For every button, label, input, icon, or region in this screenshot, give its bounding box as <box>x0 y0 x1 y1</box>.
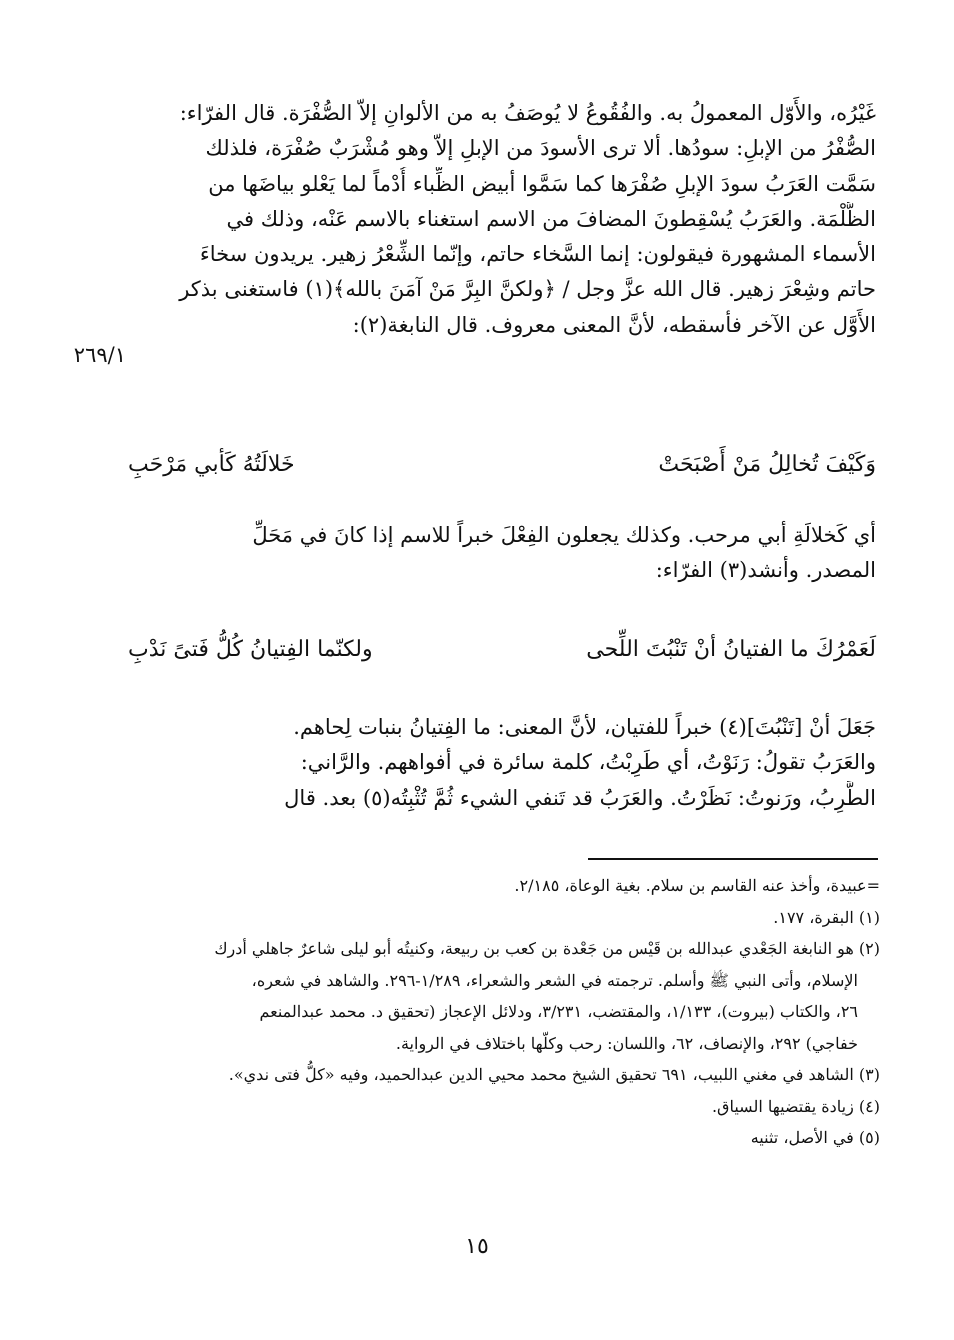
text-line: جَعَلَ أنْ [تَنْبُتَ](٤) خبراً للفتيان، لأنَّ المعنى: ما الفِتيانُ بنبات لِحاهم. <box>293 715 876 739</box>
text-line: الظُّلْمَة. والعَرَبُ يُسْقِطونَ المضافَ من الاسم استغناء بالاسم عَنْه، وذلك في <box>226 206 876 231</box>
poetry-verse-1 <box>128 445 876 485</box>
footnote-line: =عبيدة، وأخذ عنه القاسم بن سلام. بغية الوعاة، ٢/١٨٥. <box>514 876 880 895</box>
verse-first-hemistich: وَكَيْفَ تُخالِلُ مَنْ أَصْبَحَتْ <box>658 452 876 477</box>
footnote-separator <box>588 858 878 860</box>
text-line: غَيْرُه، والأَوّل المعمولُ به. والفُقُوعُ لا يُوصَفُ به من الألوانِ إلاّ الصُّفْرَة. قال الفرّاء: <box>179 101 876 125</box>
text-line: أي كَخلالَةِ أبي مرحب. وكذلك يجعلون الفِعْلَ خبراً للاسم إذا كانَ في مَحَلِّ <box>252 523 876 547</box>
footnote-line: الإسلام، وأتى النبي ﷺ وأسلم. ترجمته في الشعر والشعراء، ١/٢٨٩-٢٩٦. والشاهد في شعره، <box>251 970 858 990</box>
text-line: الطَّرِبُ، ورَنوتُ: نَظَرْتُ. والعَرَبُ قد تَنفي الشيء ثُمَّ تُثْبِتُه(٥) بعد. قال <box>284 785 876 810</box>
text-line: الأَوَّل عن الآخر فأسقطه، لأنَّ المعنى معروف. قال النابغة(٢): <box>352 312 876 337</box>
text-line: الأسماء المشهورة فيقولون: إنما السَّخاء حاتم، وإنّما الشِّعْرُ زهير. يريدون سخاءَ <box>199 242 876 267</box>
footnotes <box>140 870 880 1154</box>
text-line: المصدر. وأنشد(٣) الفرّاء: <box>655 558 876 583</box>
footnote-line: (٢) هو النابغة الجَعْدي عبدالله بن قَيْس من جَعْدة بن كعب بن ربيعة، وكنيتُه أبو ليلى شاعرٌ جاهلي أدرك <box>214 939 880 958</box>
verse-second-hemistich: ولكنّما الفِتيانُ كُلُّ فَتىً نَدْبِ <box>128 637 373 662</box>
paragraph-2 <box>128 518 876 589</box>
text-line: الصُّفْرُ من الإبلِ: سودُها. ألا ترى الأسودَ من الإبلِ إلاّ وهو مُشْرَبٌ صُفْرَة، فلذلك <box>205 136 876 161</box>
text-line: سَمَّت العَرَبُ سودَ الإبلِ صُفْرَها كما سَمَّوا أبيض الظِّباء أُدْماً لما يَعْلو بياضَها من <box>208 171 876 196</box>
footnote-line: (٣) الشاهد في مغني اللبيب، ٦٩١ تحقيق الشيخ محمد محيي الدين عبدالحميد، وفيه «كلُّ فتى ندي». <box>228 1065 880 1084</box>
footnote-line: خفاجي) ٢٩٢، والإنصاف، ٦٢، واللسان: رحب وكلّها باختلاف في الرواية. <box>395 1033 858 1053</box>
footnote-line: (٥) في الأصل، تثنيه <box>750 1128 880 1147</box>
footnote-line: ٢٦، والكتاب (بيروت)، ١/١٣٣، والمقتضب، ٣/٢٣١، ودلائل الإعجاز (تحقيق د. محمد عبدالمنعم <box>259 1002 858 1021</box>
verse-second-hemistich: خَلالَتُهُ كَأبي مَرْحَبِ <box>128 452 295 477</box>
poetry-verse-2 <box>128 630 876 670</box>
page-number: ١٥ <box>465 1234 489 1259</box>
footnote-line: (١) البقرة، ١٧٧. <box>773 907 880 927</box>
footnote-line: (٤) زيادة يقتضيها السياق. <box>711 1096 880 1116</box>
paragraph-1 <box>128 96 876 343</box>
paragraph-3 <box>128 710 876 816</box>
margin-reference: ٢٦٩/١ <box>73 343 126 367</box>
text-line: حاتم وشِعْرَ زهير. قال الله عزَّ وجل / ﴿ولكنَّ البِرَّ مَنْ آمَنَ بالله﴾(١) فاستغنى بذكر <box>179 277 876 302</box>
verse-first-hemistich: لَعَمْرُكَ ما الفتيانُ أنْ تَنْبُتَ اللِّحى <box>586 637 876 662</box>
text-line: والعَرَبُ تقولُ: رَنَوْتُ، أي طَرِبْتُ، كلمة سائرة في أفواههم. والرَّاني: <box>300 750 876 775</box>
